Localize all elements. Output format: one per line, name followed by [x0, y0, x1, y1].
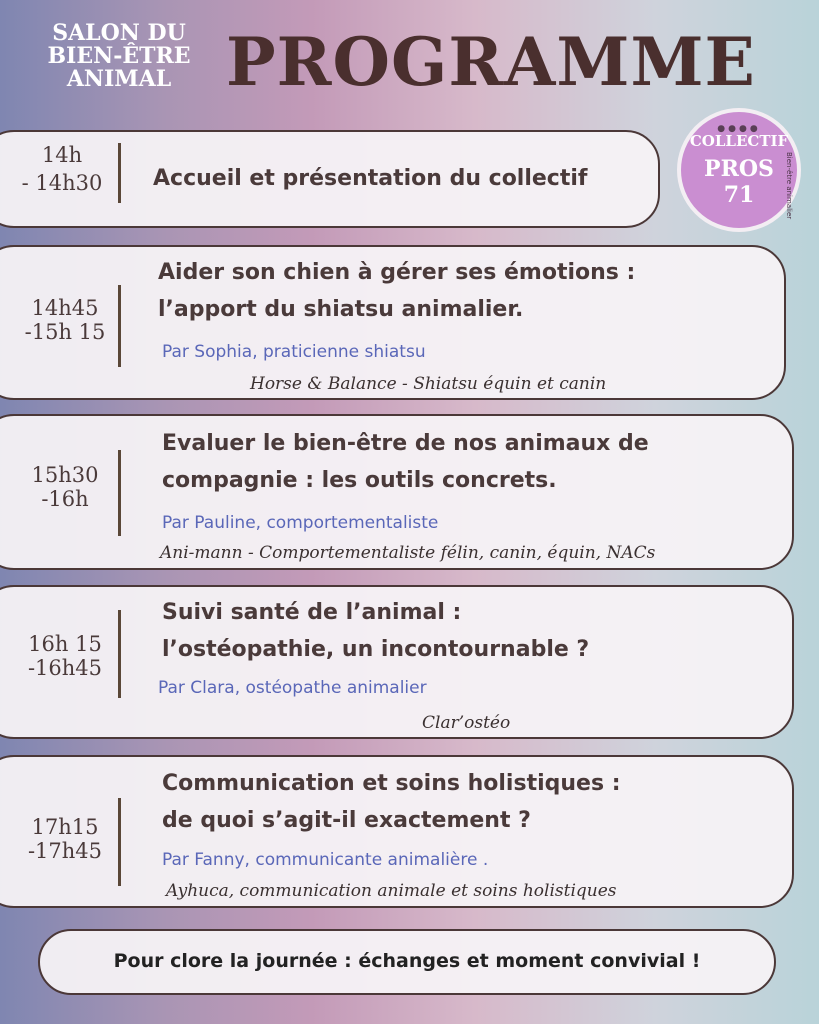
session-time-start: 17h15 [31, 815, 99, 839]
salon-line-3: ANIMAL [66, 66, 172, 92]
badge-side-text: Bien-être animalier [785, 152, 793, 220]
salon-line-1: SALON DU [52, 20, 186, 46]
session-organization: Clar’ostéo [422, 713, 511, 733]
session-time-end: -17h45 [27, 839, 103, 863]
salon-line-2: BIEN-ÊTRE [47, 43, 191, 69]
page-title: PROGRAMME [226, 23, 756, 101]
salon-logo [44, 22, 194, 91]
session-speaker: Par Clara, ostéopathe animalier [158, 678, 427, 698]
session-divider [118, 798, 121, 886]
badge-line-2: PROS [704, 156, 774, 182]
session-time-end: -16h45 [27, 656, 103, 680]
paw-prints-icon: ●●●● [717, 124, 761, 134]
session-organization: Ani-mann - Comportementaliste félin, canin, équin, NACs [160, 543, 656, 563]
session-organization: Ayhuca, communication animale et soins holistiques [166, 881, 617, 901]
session-organization: Horse & Balance - Shiatsu équin et canin [250, 374, 607, 394]
session-divider [118, 450, 121, 536]
session-topic-line-2: l’ostéopathie, un incontournable ? [162, 637, 590, 662]
session-topic-line-1: Communication et soins holistiques : [162, 771, 621, 796]
session-divider [118, 143, 121, 203]
session-topic-line-1: Aider son chien à gérer ses émotions : [158, 260, 636, 285]
session-speaker: Par Fanny, communicante animalière . [162, 850, 489, 870]
collectif-badge [677, 108, 801, 232]
session-time-end: -16h [41, 487, 89, 511]
session-time-start: 14h [41, 143, 83, 167]
session-topic-line-1: Suivi santé de l’animal : [162, 600, 462, 625]
closing-banner: Pour clore la journée : échanges et moment convivial ! [38, 929, 776, 995]
session-topic-line-2: l’apport du shiatsu animalier. [158, 297, 524, 322]
session-time-start: 14h45 [31, 296, 99, 320]
session-topic-line-2: de quoi s’agit-il exactement ? [162, 808, 531, 833]
session-speaker: Par Sophia, praticienne shiatsu [162, 342, 426, 362]
session-topic-line-1: Evaluer le bien-être de nos animaux de [162, 431, 649, 456]
badge-line-3: 71 [723, 182, 755, 208]
session-speaker: Par Pauline, comportementaliste [162, 513, 439, 533]
session-divider [118, 285, 121, 367]
session-time-end: -15h 15 [24, 320, 106, 344]
session-time-start: 16h 15 [28, 632, 102, 656]
session-topic: Accueil et présentation du collectif [153, 166, 588, 191]
session-divider [118, 610, 121, 698]
session-time-start: 15h30 [31, 463, 99, 487]
session-topic-line-2: compagnie : les outils concrets. [162, 468, 557, 493]
session-time-end: - 14h30 [21, 171, 103, 195]
badge-line-1: COLLECTIF [689, 132, 789, 150]
